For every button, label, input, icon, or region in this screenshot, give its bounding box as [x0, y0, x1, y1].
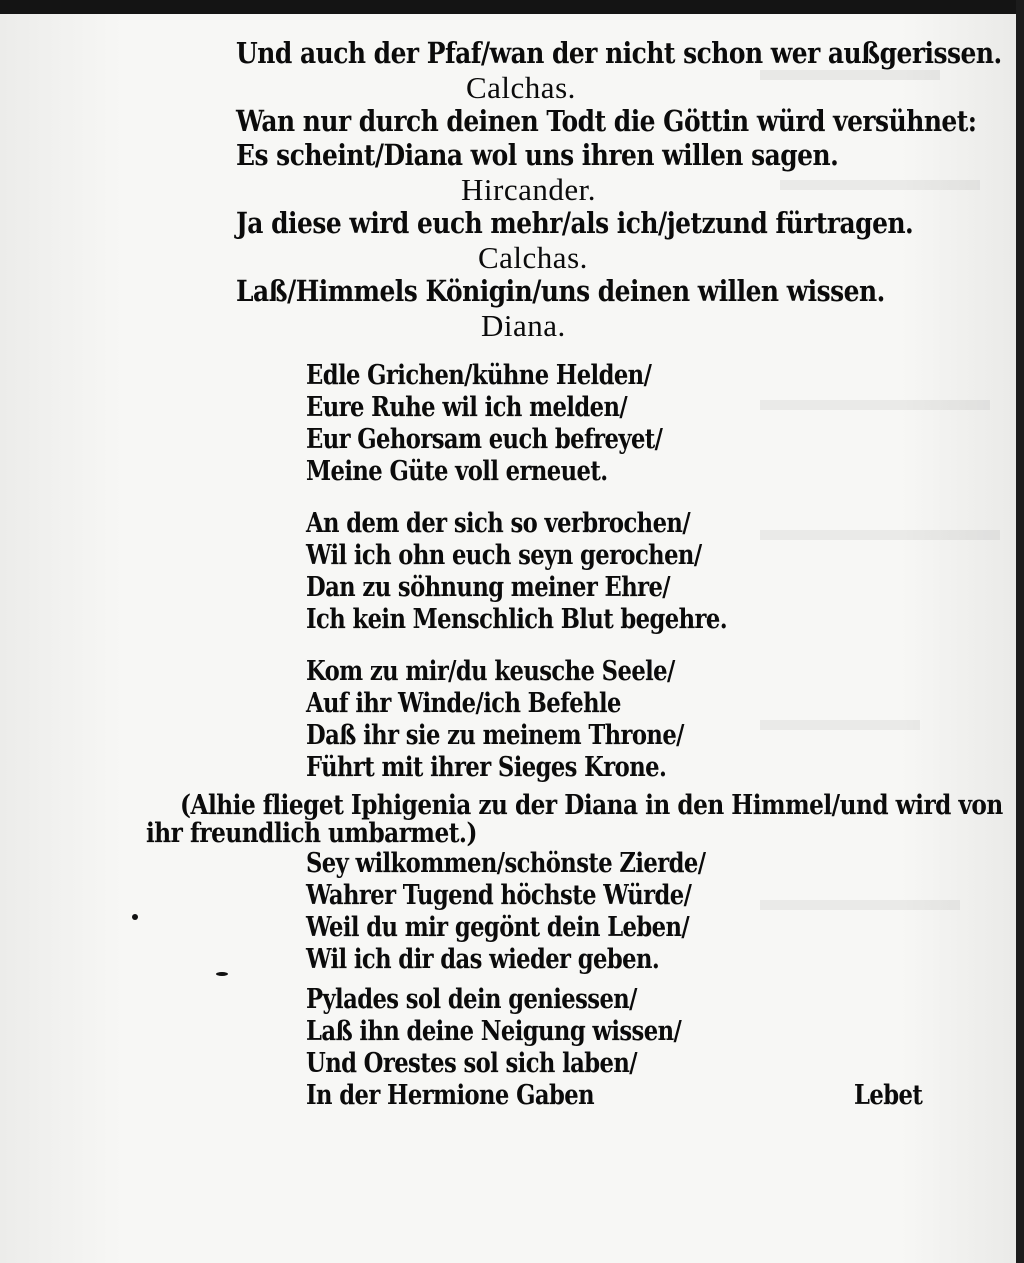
speaker-heading: Diana. — [481, 308, 566, 343]
song-line: Eur Gehorsam euch befreyet/ — [306, 424, 663, 455]
song-line: Und Orestes sol sich laben/ — [306, 1048, 637, 1079]
song-line: An dem der sich so verbrochen/ — [306, 508, 691, 539]
song-line: Eure Ruhe wil ich melden/ — [306, 392, 628, 423]
song-line: Dan zu söhnung meiner Ehre/ — [306, 572, 670, 603]
song-line: Ich kein Menschlich Blut begehre. — [306, 604, 728, 635]
page-top-edge — [0, 0, 1024, 14]
song-line: Auf ihr Winde/ich Befehle — [306, 688, 621, 719]
verse-line: Ja diese wird euch mehr/als ich/jetzund fürtragen. — [236, 206, 914, 240]
song-line: Wil ich ohn euch seyn gerochen/ — [306, 540, 702, 571]
speaker-heading: Hircander. — [461, 172, 596, 207]
verse-line: Laß/Himmels Königin/uns deinen willen wissen. — [236, 274, 885, 308]
verse-line: Es scheint/Diana wol uns ihren willen sagen. — [236, 138, 839, 172]
verse-line: Wan nur durch deinen Todt die Göttin würd versühnet: — [236, 104, 977, 138]
ink-speck — [216, 972, 228, 976]
song-line: Weil du mir gegönt dein Leben/ — [306, 912, 690, 943]
stage-direction-line: ihr freundlich umbarmet.) — [146, 818, 477, 849]
song-line: Laß ihn deine Neigung wissen/ — [306, 1016, 682, 1047]
song-line: In der Hermione Gaben — [306, 1080, 594, 1111]
verse-line: Und auch der Pfaf/wan der nicht schon wer außgerissen. — [236, 36, 1002, 70]
song-line: Sey wilkommen/schönste Zierde/ — [306, 848, 706, 879]
speaker-heading: Calchas. — [478, 240, 588, 275]
song-line: Wil ich dir das wieder geben. — [306, 944, 660, 975]
song-line: Edle Grichen/kühne Helden/ — [306, 360, 652, 391]
song-line: Pylades sol dein geniessen/ — [306, 984, 637, 1015]
song-line: Führt mit ihrer Sieges Krone. — [306, 752, 667, 783]
stage-direction-line: (Alhie flieget Iphigenia zu der Diana in den Himmel/und wird von — [180, 790, 1003, 821]
speaker-heading: Calchas. — [466, 70, 576, 105]
song-line: Meine Güte voll erneuet. — [306, 456, 608, 487]
page-right-edge — [1016, 0, 1024, 1263]
song-line: Wahrer Tugend höchste Würde/ — [306, 880, 692, 911]
catchword: Lebet — [854, 1080, 923, 1111]
song-line: Daß ihr sie zu meinem Throne/ — [306, 720, 684, 751]
ink-speck — [132, 914, 138, 920]
song-line: Kom zu mir/du keusche Seele/ — [306, 656, 675, 687]
